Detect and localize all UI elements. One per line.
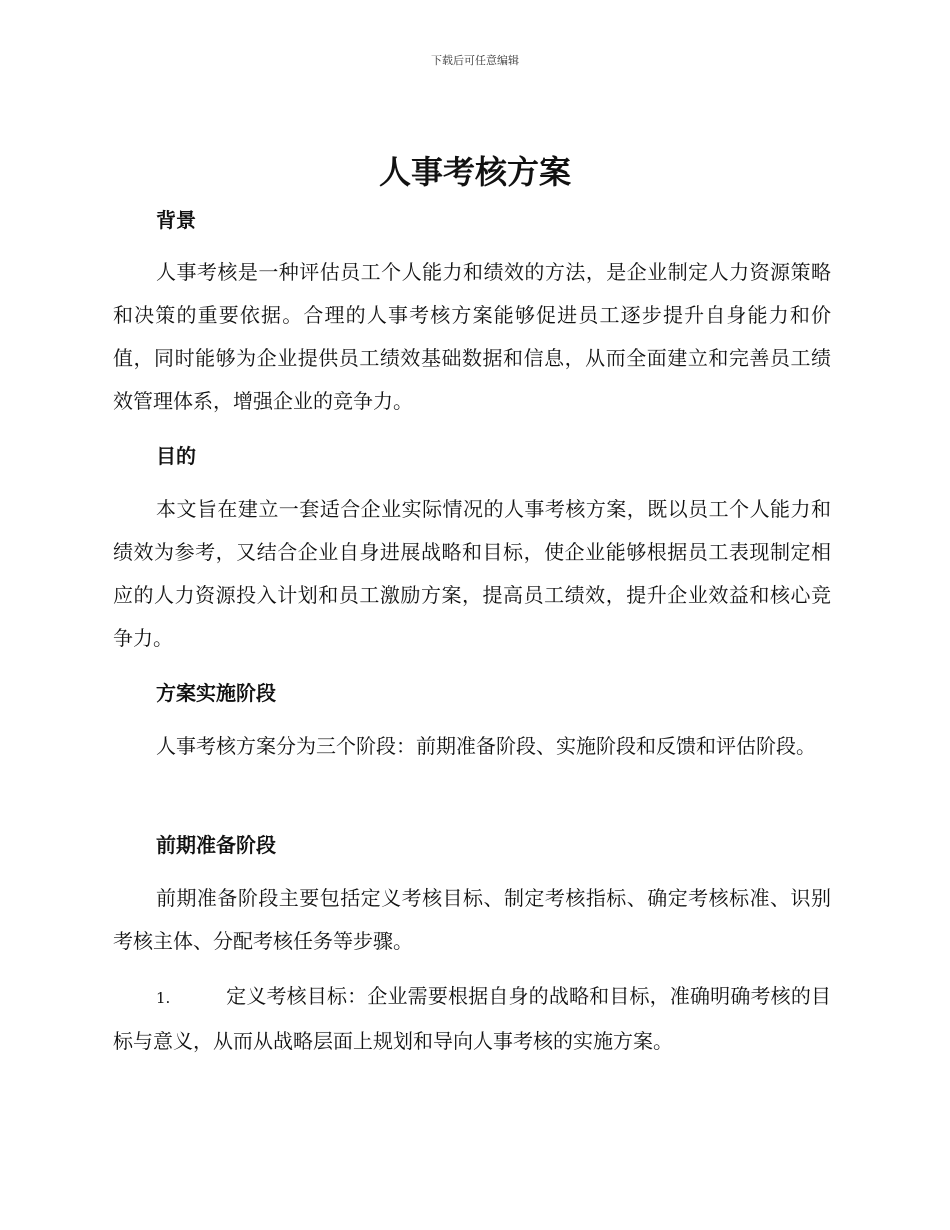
list-item-text: 定义考核目标：企业需要根据自身的战略和目标，准确明确考核的目标与意义，从而从战略层面上规划和导向人事考核的实施方案。 bbox=[113, 984, 831, 1053]
list-item bbox=[113, 975, 831, 1063]
section-heading-purpose: 目的 bbox=[156, 444, 196, 468]
section-paragraph-preparation-stage: 前期准备阶段主要包括定义考核目标、制定考核指标、确定考核标准、识别考核主体、分配考核任务等步骤。 bbox=[113, 886, 831, 953]
section-paragraph-purpose: 本文旨在建立一套适合企业实际情况的人事考核方案，既以员工个人能力和绩效为参考，又结合企业自身进展战略和目标，使企业能够根据员工表现制定相应的人力资源投入计划和员工激励方案，提高员工绩效，提升企业效益和核心竞争力。 bbox=[113, 497, 831, 650]
list-item-number: 1. bbox=[156, 989, 171, 1007]
section-heading-preparation-stage: 前期准备阶段 bbox=[156, 833, 276, 857]
section-heading-background: 背景 bbox=[156, 208, 196, 232]
section-paragraph-background: 人事考核是一种评估员工个人能力和绩效的方法，是企业制定人力资源策略和决策的重要依据。合理的人事考核方案能够促进员工逐步提升自身能力和价值，同时能够为企业提供员工绩效基础数据和信息，从而全面建立和完善员工绩效管理体系，增强企业的竞争力。 bbox=[113, 260, 831, 413]
section-paragraph-implementation-stages: 人事考核方案分为三个阶段：前期准备阶段、实施阶段和反馈和评估阶段。 bbox=[156, 734, 816, 758]
document-title: 人事考核方案 bbox=[378, 153, 571, 191]
section-heading-implementation-stages: 方案实施阶段 bbox=[156, 681, 276, 705]
page-header-note: 下载后可任意编辑 bbox=[431, 54, 519, 67]
